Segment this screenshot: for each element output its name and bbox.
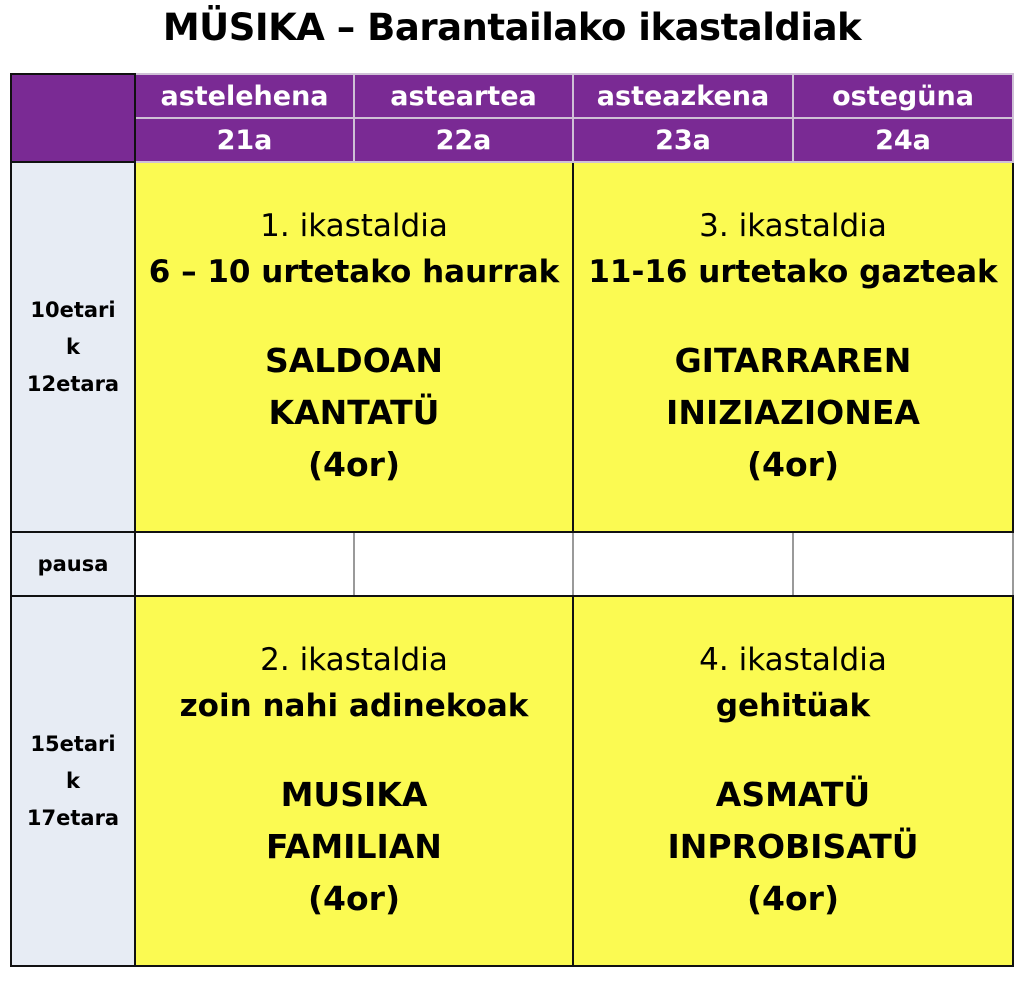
course-age-group: zoin nahi adinekoak	[179, 688, 529, 724]
course-number: 4. ikastaldia	[699, 642, 887, 678]
course-title-line2: FAMILIAN	[266, 827, 442, 866]
course-title-line2: KANTATÜ	[268, 393, 440, 432]
time-slot-afternoon-line2: k	[66, 768, 80, 793]
pause-cell-thursday	[793, 532, 1013, 596]
course-block-3	[573, 162, 1013, 532]
pause-cell-tuesday	[354, 532, 573, 596]
pause-label: pausa	[11, 532, 135, 596]
schedule-table	[10, 73, 1014, 967]
course-title-line2: INIZIAZIONEA	[666, 393, 920, 432]
course-title-line1: SALDOAN	[264, 341, 444, 380]
course-age-group: 11-16 urtetako gazteak	[588, 254, 998, 290]
course-hours: (4or)	[307, 445, 401, 484]
pause-cell-wednesday	[573, 532, 793, 596]
course-title-line1: MUSIKA	[280, 775, 428, 814]
time-slot-morning-line3: 12etara	[26, 371, 120, 396]
course-title-line1: GITARRAREN	[674, 341, 912, 380]
time-slot-morning	[11, 162, 135, 532]
time-slot-afternoon	[11, 596, 135, 966]
time-slot-morning-line1: 10etari	[30, 297, 116, 322]
day-header-monday: astelehena	[135, 74, 354, 118]
date-header-tuesday: 22a	[354, 118, 573, 162]
time-slot-afternoon-line1: 15etari	[30, 731, 116, 756]
course-age-group: 6 – 10 urtetako haurrak	[148, 254, 560, 290]
course-age-group: gehitüak	[715, 688, 871, 724]
date-header-thursday: 24a	[793, 118, 1013, 162]
day-header-tuesday: asteartea	[354, 74, 573, 118]
course-hours: (4or)	[746, 445, 840, 484]
course-block-2	[135, 596, 573, 966]
date-header-monday: 21a	[135, 118, 354, 162]
course-number: 3. ikastaldia	[699, 208, 887, 244]
day-header-wednesday: asteazkena	[573, 74, 793, 118]
time-slot-morning-line2: k	[66, 334, 80, 359]
course-title-line2: INPROBISATÜ	[667, 827, 919, 866]
time-slot-afternoon-line3: 17etara	[26, 805, 120, 830]
course-hours: (4or)	[307, 879, 401, 918]
course-number: 1. ikastaldia	[260, 208, 448, 244]
pause-row	[11, 532, 1013, 596]
day-header-row	[11, 74, 1013, 118]
morning-row	[11, 162, 1013, 532]
pause-cell-monday	[135, 532, 354, 596]
date-header-wednesday: 23a	[573, 118, 793, 162]
day-header-thursday: ostegüna	[793, 74, 1013, 118]
page-title: MÜSIKA – Barantailako ikastaldiak	[162, 6, 862, 49]
course-block-4	[573, 596, 1013, 966]
afternoon-row	[11, 596, 1013, 966]
course-block-1	[135, 162, 573, 532]
course-title-line1: ASMATÜ	[715, 775, 871, 814]
course-hours: (4or)	[746, 879, 840, 918]
header-corner	[11, 74, 135, 162]
date-header-row	[11, 118, 1013, 162]
course-number: 2. ikastaldia	[260, 642, 448, 678]
